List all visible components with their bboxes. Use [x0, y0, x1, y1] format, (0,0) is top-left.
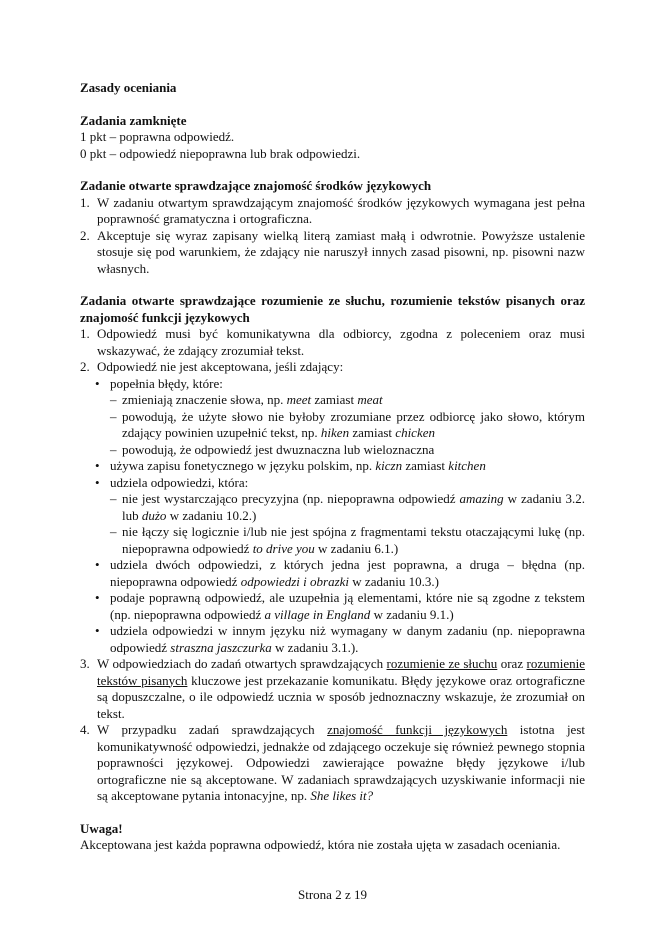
bullet-extra-elements: • podaje poprawną odpowiedź, ale uzupełnia ją elementami, które nie są zgodne z tekstem (np. niepoprawna odpowiedź a village in England w zadaniu 9.1.): [95, 590, 585, 622]
page-footer: Strona 2 z 19: [298, 887, 367, 902]
open-language-item-2: 2. Akceptuje się wyraz zapisany wielką literą zamiast małą i odwrotnie. Powyższe ustalenie stosuje się pod warunkiem, że zdający nie naruszył innych zasad pisowni, np. pisowni nazw własnych.: [80, 227, 585, 276]
open-language-item-1: 1. W zadaniu otwartym sprawdzającym znajomość środków językowych wymagana jest pełna poprawność gramatyczna i ortograficzna.: [80, 194, 585, 226]
closed-rule-2: 0 pkt – odpowiedź niepoprawna lub brak odpowiedzi.: [80, 145, 361, 161]
dash-imprecise: – nie jest wystarczająco precyzyjna (np. niepoprawna odpowiedź amazing w zadaniu 3.2. lub dużo w zadaniu 10.2.): [110, 491, 585, 523]
document-page: [80, 80, 585, 854]
dash-meaning-change: – zmieniają znaczenie słowa, np. meet zamiast meat: [110, 392, 383, 407]
comprehension-item-2: 2. Odpowiedź nie jest akceptowana, jeśli zdający:: [80, 359, 344, 374]
note-text: Akceptowana jest każda poprawna odpowiedź, która nie została ujęta w zasadach oceniania.: [80, 837, 561, 852]
bullet-errors: • popełnia błędy, które:: [95, 375, 223, 391]
bullet-two-answers: • udziela dwóch odpowiedzi, z których jedna jest poprawna, a druga – błędna (np. niepoprawna odpowiedź odpowiedzi i obrazki w zadaniu 10.3.): [95, 557, 585, 589]
open-language-heading: Zadanie otwarte sprawdzające znajomość środków językowych: [80, 178, 432, 193]
closed-tasks-heading: Zadania zamknięte: [80, 112, 187, 128]
page-title: Zasady oceniania: [80, 80, 177, 95]
open-comprehension-heading: Zadania otwarte sprawdzające rozumienie ze słuchu, rozumienie tekstów pisanych oraz znajomość funkcji językowych: [80, 293, 585, 325]
closed-rule-1: 1 pkt – poprawna odpowiedź.: [80, 129, 235, 144]
dash-incoherent: – nie łączy się logicznie i/lub nie jest spójna z fragmentami tekstu otaczającymi lukę (np. niepoprawna odpowiedź to drive you w zadaniu 6.1.): [110, 524, 585, 556]
note-heading: Uwaga!: [80, 820, 123, 836]
bullet-answer-which: • udziela odpowiedzi, która:: [95, 474, 249, 490]
comprehension-item-4: 4. W przypadku zadań sprawdzających znajomość funkcji językowych istotna jest komunikatywność odpowiedzi, jednakże od zdającego oczekuje się również pewnego stopnia poprawności językowej. Odpowiedzi zawierające poważne błędy językowe i/lub ortograficzne nie są akceptowane. W zadaniach sprawdzających uzyskiwanie informacji nie są akceptowane pytania intonacyjne, np. She likes it?: [80, 722, 585, 803]
comprehension-item-3: 3. W odpowiedziach do zadań otwartych sprawdzających rozumienie ze słuchu oraz rozumienie tekstów pisanych kluczowe jest przekazanie komunikatu. Błędy językowe oraz ortograficzne są dopuszczalne, o ile odpowiedź ucznia w sposób jednoznaczny wskazuje, że zrozumiał on tekst.: [80, 656, 585, 721]
dash-not-understood: – powodują, że użyte słowo nie byłoby zrozumiane przez odbiorcę jako słowo, którym zdający powinien uzupełnić tekst, np. hiken zamiast chicken: [110, 408, 585, 440]
bullet-other-language: • udziela odpowiedzi w innym języku niż wymagany w danym zadaniu (np. niepoprawna odpowiedź straszna jaszczurka w zadaniu 3.1.).: [95, 623, 585, 655]
comprehension-item-1: 1. Odpowiedź musi być komunikatywna dla odbiorcy, zgodna z poleceniem oraz musi wskazywać, że zdający zrozumiał tekst.: [80, 326, 585, 358]
bullet-phonetic: • używa zapisu fonetycznego w języku polskim, np. kiczn zamiast kitchen: [95, 458, 486, 473]
dash-ambiguous: – powodują, że odpowiedź jest dwuznaczna lub wieloznaczna: [110, 441, 435, 457]
